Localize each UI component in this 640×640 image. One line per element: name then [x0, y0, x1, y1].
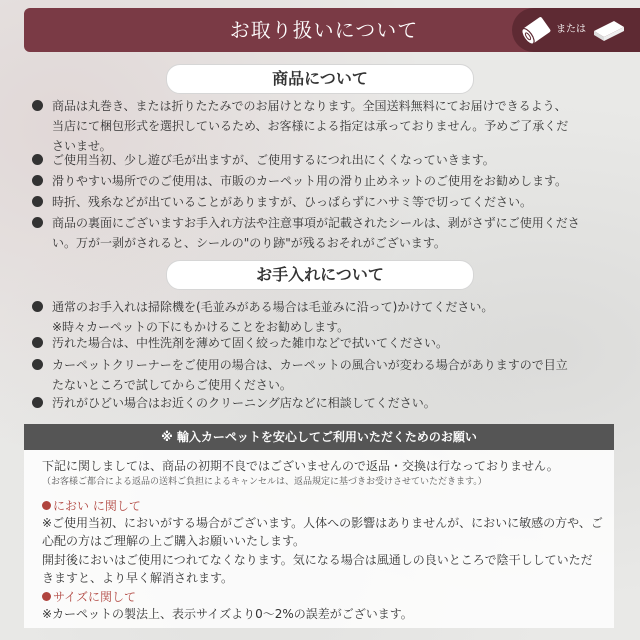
list-item	[32, 171, 632, 191]
red-dot-icon	[42, 592, 51, 601]
smell-text: 開封後においはご使用につれてなくなります。気になる場合は風通しの良いところで陰干ししていただ	[42, 553, 593, 567]
list-item	[32, 355, 632, 395]
list-item	[32, 333, 632, 353]
bullet-icon	[32, 217, 43, 228]
bullet-icon	[32, 397, 43, 408]
text-line: たないところで試してからご使用ください。	[52, 378, 292, 392]
size-heading-label: サイズに関して	[53, 590, 137, 604]
size-text: ※カーペットの製法上、表示サイズより0〜2%の誤差がございます。	[42, 607, 413, 621]
text-line: 通常のお手入れは掃除機を(毛並みがある場合は毛並みに沿って)かけてください。	[52, 300, 494, 314]
text-line: い。万が一剥がされると、シールの"のり跡"が残るおそれがございます。	[52, 236, 446, 250]
text-line: カーペットクリーナーをご使用の場合は、カーペットの風合いが変わる場合がありますので目立	[52, 358, 568, 372]
folded-carpet-icon	[592, 17, 626, 43]
text-line: 滑りやすい場所でのご使用は、市販のカーペット用の滑り止めネットのご使用をお勧めします。	[52, 174, 568, 188]
intro-text: 下記に関しましては、商品の初期不良ではございませんので返品・交換は行なっておりません。	[42, 459, 559, 473]
bullet-icon	[32, 337, 43, 348]
bullet-icon	[32, 100, 43, 111]
text-line: 汚れた場合は、中性洗剤を薄めて固く絞った雑巾などで拭いてください。	[52, 336, 449, 350]
smell-text: きますと、より早く解消されます。	[42, 571, 234, 585]
bullet-icon	[32, 175, 43, 186]
product-section-title: 商品について	[166, 64, 474, 94]
request-header: ※ 輸入カーペットを安心してご利用いただくためのお願い	[24, 424, 614, 450]
page-title: お取り扱いについて	[229, 18, 419, 42]
text-line: 商品は丸巻き、または折りたたみでのお届けとなります。全国送料無料にてお届けできるよう、	[52, 99, 567, 113]
text-line: 汚れがひどい場合はお近くのクリーニング店などに相談してください。	[52, 396, 436, 410]
bullet-icon	[32, 196, 43, 207]
text-line: 商品の裏面にございますお手入れ方法や注意事項が記載されたシールは、剥がさずにご使用くださ	[52, 216, 580, 230]
note-line: ※時々カーペットの下にもかけることをお勧めします。	[52, 320, 350, 334]
bullet-icon	[32, 154, 43, 165]
smell-text: ※ご使用当初、においがする場合がございます。人体への影響はありませんが、においに敏感の方や、ご	[42, 516, 603, 530]
smell-heading-label: におい に関して	[53, 499, 141, 513]
text-line: さいませ。	[52, 139, 112, 153]
red-dot-icon	[42, 501, 51, 510]
text-line: ご使用当初、少し遊び毛が出ますが、ご使用するにつれ出にくくなっていきます。	[52, 153, 495, 167]
bullet-icon	[32, 301, 43, 312]
list-item	[32, 96, 632, 156]
list-item	[32, 213, 632, 253]
list-item	[32, 297, 632, 337]
or-label: または	[556, 24, 586, 35]
care-section-title: お手入れについて	[166, 260, 474, 290]
smell-text: 心配の方はご理解の上ご購入お願いいたします。	[42, 534, 306, 548]
list-item	[32, 192, 632, 212]
text-line: 時折、残糸などが出ていることがありますが、ひっぱらずにハサミ等で切ってください。	[52, 195, 533, 209]
packaging-badge	[512, 8, 640, 52]
request-panel	[24, 450, 614, 628]
list-item	[32, 393, 632, 413]
text-line: 当店にて梱包形式を選択しているため、お客様による指定は承っておりません。予めご了承くだ	[52, 119, 569, 133]
intro-note: （お客様ご都合による返品の送料ご負担によるキャンセルは、返品規定に基づきお受けさせていただきます。）	[42, 477, 487, 487]
rolled-carpet-icon	[520, 15, 554, 45]
list-item	[32, 150, 632, 170]
bullet-icon	[32, 359, 43, 370]
